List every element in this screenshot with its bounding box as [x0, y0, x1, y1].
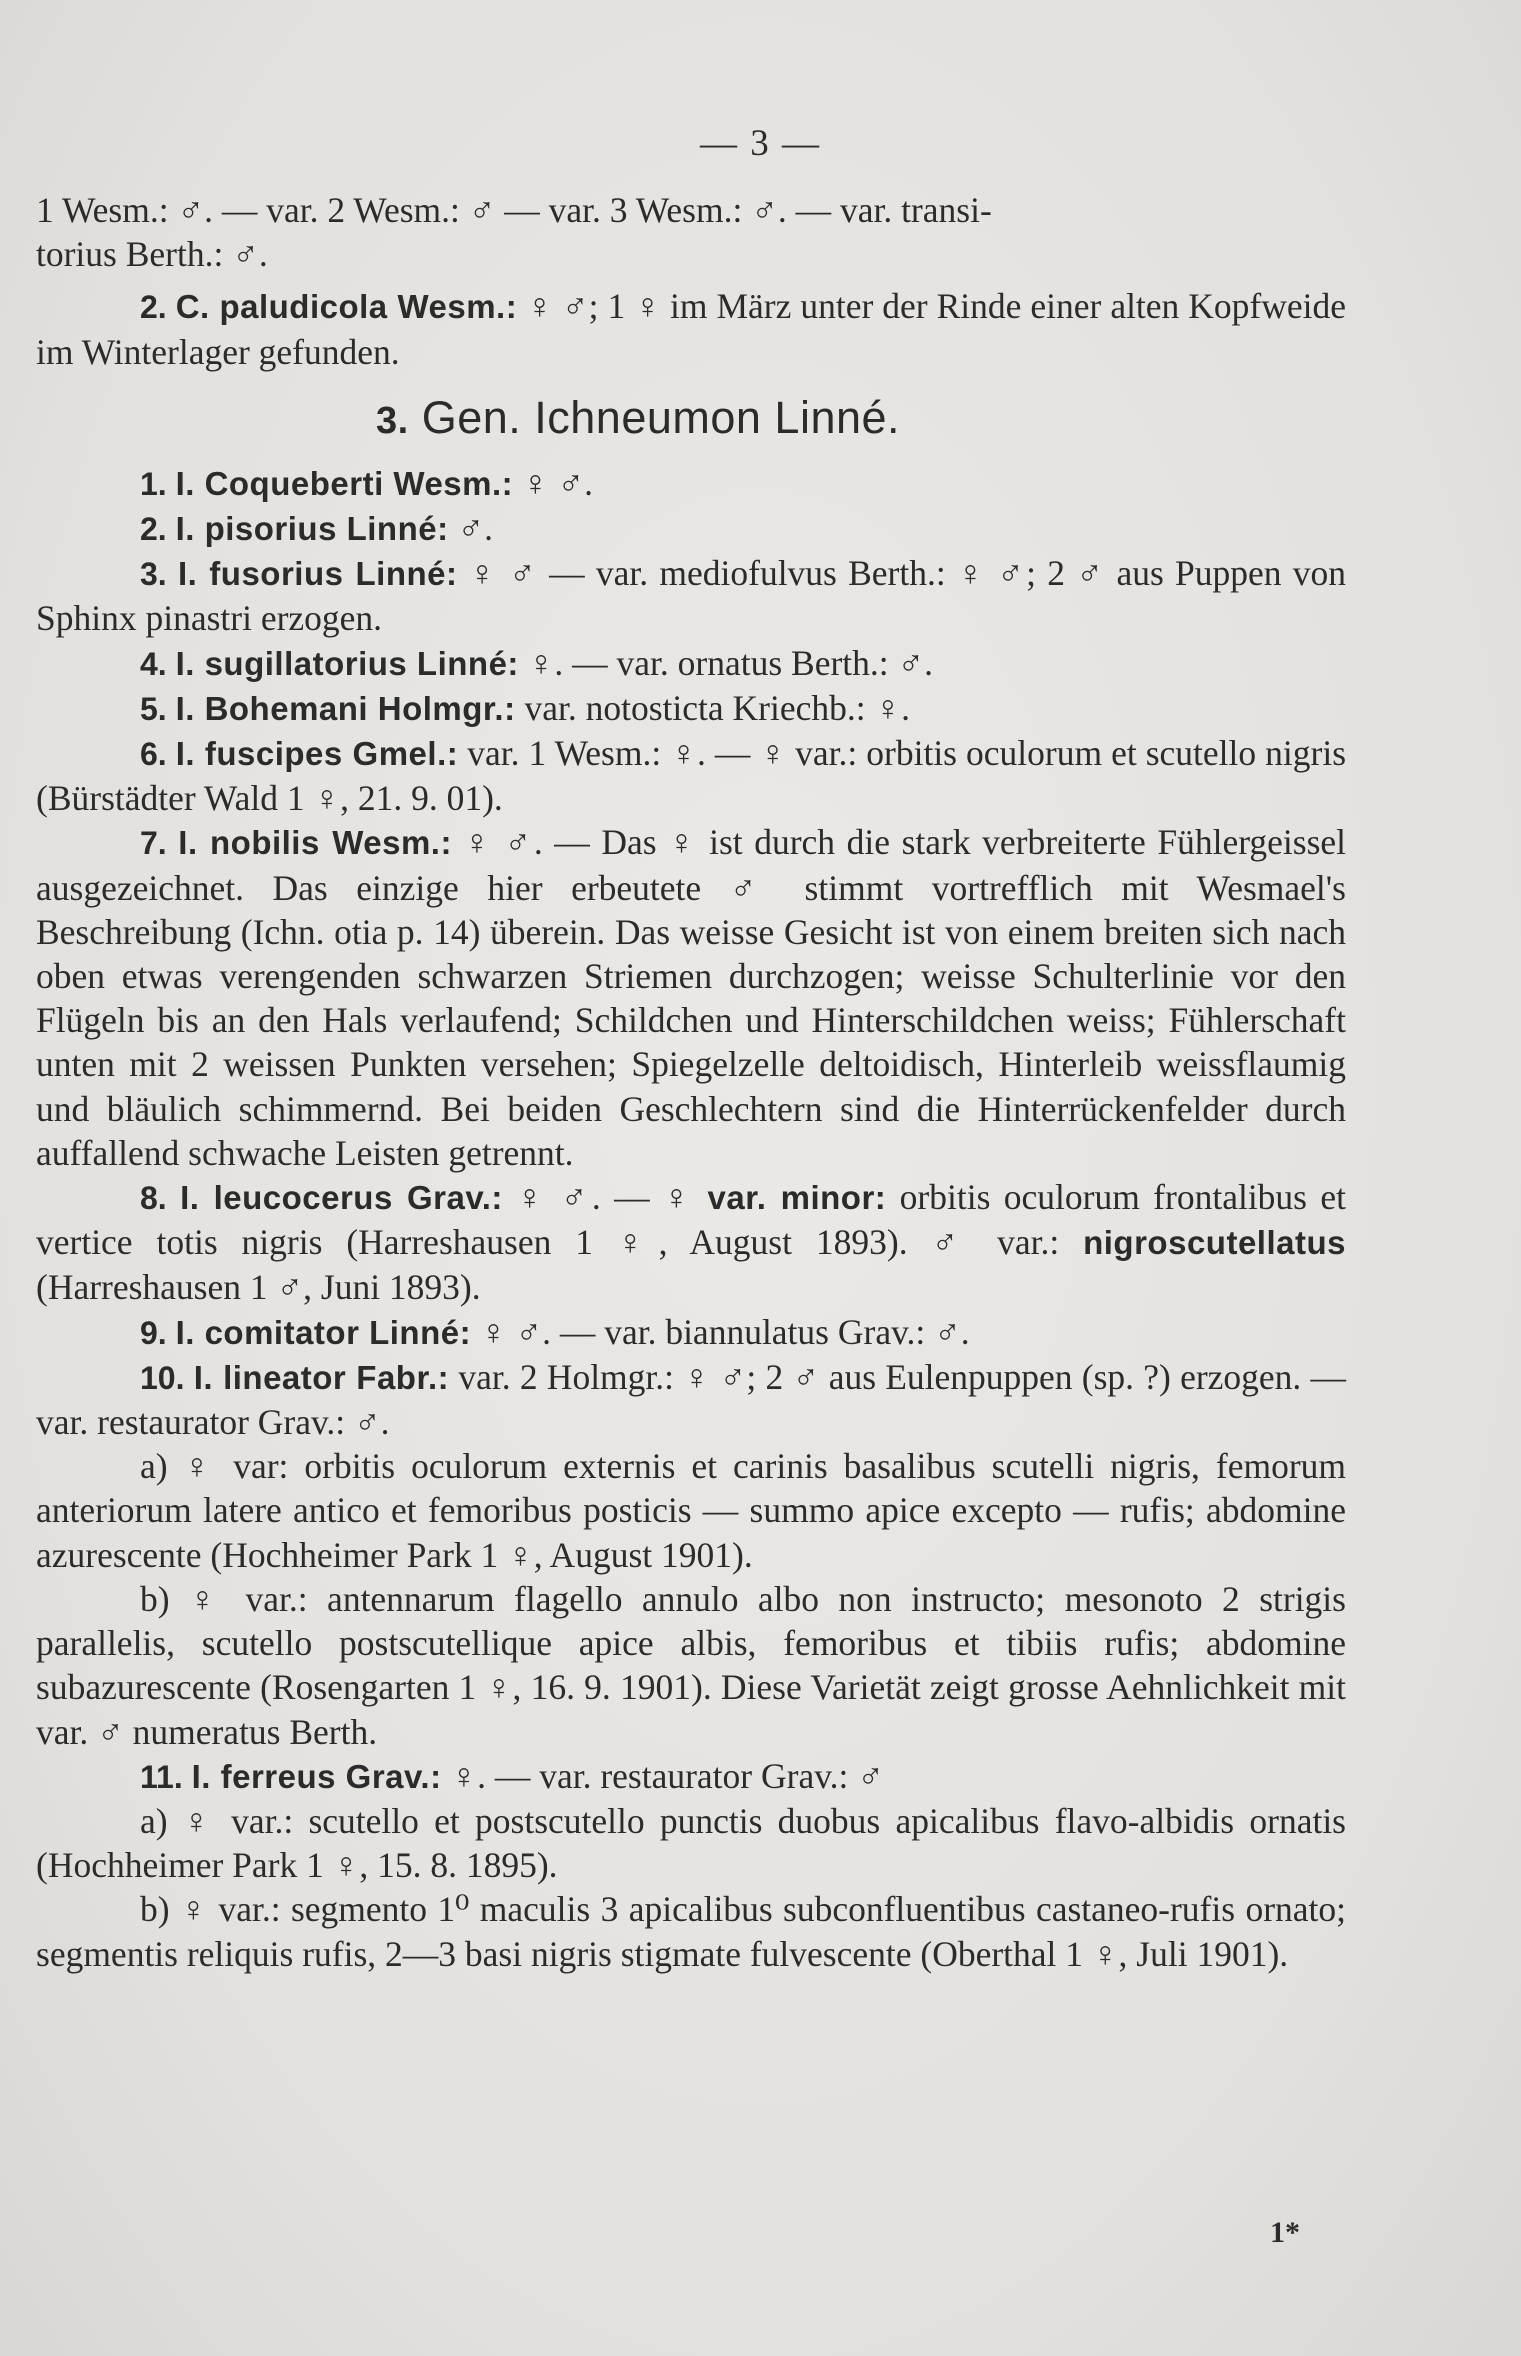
entry-text: a) ♀ var.: scutello et postscutello punctis duobus apicalibus flavo-albidis ornatis (Hochheimer Park 1 ♀, 15. 8. 1895). — [36, 1800, 1346, 1886]
genus-heading — [36, 390, 1346, 449]
continuation-line — [36, 188, 1346, 232]
species-entry-comitator — [36, 1310, 1346, 1355]
variety-name: var. minor: — [707, 1179, 887, 1217]
entry-number: 4. — [140, 645, 167, 682]
variety-b-lineator — [36, 1577, 1346, 1754]
entry-number: 2. — [140, 289, 167, 326]
species-entry-ferreus — [36, 1754, 1346, 1799]
species-name: I. ferreus Grav.: — [191, 1757, 442, 1795]
entry-text: b) ♀ var.: segmento 1⁰ maculis 3 apicalibus subconfluentibus castaneo-rufis ornato; segmentis reliquis rufis, 2—3 basi nigris stigmate fulvescente (Oberthal 1 ♀, Juli 1901). — [36, 1889, 1346, 1974]
species-entry-bohemani — [36, 686, 1346, 731]
printer-signature: 1* — [1270, 2216, 1300, 2249]
entry-text: ♀ ♂; 1 ♀ im März unter der Rinde einer alten Kopfweide im Winterlager gefunden. — [36, 286, 1347, 372]
entry-text: ♀ ♂. — ♀ — [502, 1177, 708, 1218]
entry-number: 1. — [140, 465, 167, 502]
text-span: torius Berth.: ♂. — [36, 234, 268, 275]
entry-text: ♀ ♂ — var. mediofulvus Berth.: ♀ ♂; 2 ♂ aus Puppen von Sphinx pinastri erzogen. — [36, 553, 1347, 639]
continuation-line — [36, 232, 1346, 276]
entry-text: var. 1 Wesm.: ♀. — ♀ var.: orbitis oculorum et scutello nigris (Bürstädter Wald 1 ♀, 21. 9. 01). — [36, 733, 1347, 819]
entry-text: orbitis oculorum frontalibus et vertice totis nigris (Harreshausen 1 ♀, August 1893). ♂ var.: — [36, 1177, 1346, 1263]
entry-number: 3. — [140, 556, 167, 593]
entry-text: (Harreshausen 1 ♂, Juni 1893). — [36, 1267, 481, 1308]
entry-text: ♀ ♂. — Das ♀ ist durch die stark verbreiterte Fühlergeissel ausgezeichnet. Das einzige hier erbeutete ♂ stimmt vortrefflich mit Wesmael's Beschreibung (Ichn. otia p. 14) überein. Das weisse Gesicht ist von einem breiten sich nach oben etwas verengenden schwarzen Striemen durchzogen; weisse Schulterlinie vor den Flügeln bis an den Hals verlaufend; Schildchen und Hinterschildchen weiss; Fühlerschaft unten mit 2 weissen Punkten versehen; Spiegelzelle deltoidisch, Hinterleib weissflaumig und bläulich schimmernd. Bei beiden Geschlechtern sind die Hinterrückenfelder durch auffallend schwache Leisten getrennt. — [36, 822, 1347, 1173]
entry-number: 7. — [140, 825, 167, 862]
page-number: — 3 — — [700, 123, 821, 164]
species-name: I. sugillatorius Linné: — [175, 644, 519, 682]
entry-number: 2. — [140, 511, 167, 548]
entry-text: ♀. — var. restaurator Grav.: ♂ — [441, 1755, 884, 1796]
variety-a-ferreus — [36, 1799, 1346, 1887]
entry-number: 10. — [140, 1359, 185, 1396]
species-name: I. Coqueberti Wesm.: — [175, 464, 514, 502]
species-name: I. pisorius Linné: — [175, 510, 449, 548]
genus-number: 3. — [376, 399, 409, 442]
species-name: I. Bohemani Holmgr.: — [175, 689, 516, 727]
species-entry-coqueberti — [36, 461, 1346, 506]
entry-text: var. 2 Holmgr.: ♀ ♂; 2 ♂ aus Eulenpuppen (sp. ?) erzogen. — var. restaurator Grav.: ♂. — [36, 1356, 1347, 1443]
variety-a-lineator — [36, 1444, 1346, 1577]
species-entry-nobilis — [36, 820, 1346, 1175]
species-name: I. fusorius Linné: — [177, 555, 458, 593]
entry-text: a) ♀ var: orbitis oculorum externis et carinis basalibus scutelli nigris, femorum anteriorum latere antico et femoribus posticis — summo apice excepto — rufis; abdomine azurescente (Hochheimer Park 1 ♀, August 1901). — [36, 1446, 1346, 1575]
entry-number: 9. — [140, 1314, 167, 1351]
entry-text: ♀. — var. ornatus Berth.: ♂. — [518, 642, 934, 683]
species-entry-paludicola — [36, 284, 1346, 373]
species-entry-sugillatorius — [36, 641, 1346, 686]
species-entry-leucocerus — [36, 1175, 1346, 1310]
entry-number: 11. — [140, 1758, 183, 1795]
species-entry-pisorius — [36, 506, 1346, 551]
entry-text: var. notosticta Kriechb.: ♀. — [515, 687, 910, 728]
entry-text: ♀ ♂. — [513, 462, 594, 503]
species-name: I. fuscipes Gmel.: — [175, 735, 459, 773]
entry-number: 8. — [140, 1180, 167, 1217]
variety-b-ferreus — [36, 1887, 1346, 1975]
entry-number: 5. — [140, 690, 167, 727]
text-span: 1 Wesm.: ♂. — var. 2 Wesm.: ♂ — var. 3 Wesm.: ♂. — var. transi- — [36, 190, 992, 230]
species-entry-fusorius — [36, 551, 1346, 640]
entry-number: 6. — [140, 736, 167, 773]
species-entry-lineator — [36, 1355, 1346, 1444]
species-name: I. comitator Linné: — [175, 1313, 472, 1351]
entry-text: b) ♀ var.: antennarum flagello annulo albo non instructo; mesonoto 2 strigis parallelis, scutello postscutellique apice albis, femoribus et tibiis rufis; abdomine subazurescente (Rosengarten 1 ♀, 16. 9. 1901). Diese Varietät zeigt grosse Aehnlichkeit mit var. ♂ numeratus Berth. — [36, 1578, 1346, 1752]
entry-text: ♂. — [448, 508, 493, 549]
page-body — [36, 188, 1346, 1976]
species-name: C. paludicola Wesm.: — [175, 288, 518, 326]
entry-text: ♀ ♂. — var. biannulatus Grav.: ♂. — [471, 1311, 970, 1352]
genus-name: Gen. Ichneumon Linné. — [408, 391, 901, 443]
species-name: I. lineator Fabr.: — [193, 1358, 450, 1396]
species-name: I. leucocerus Grav.: — [180, 1179, 503, 1217]
variety-name: nigroscutellatus — [1083, 1224, 1346, 1262]
species-name: I. nobilis Wesm.: — [178, 824, 452, 862]
species-entry-fuscipes — [36, 731, 1346, 820]
